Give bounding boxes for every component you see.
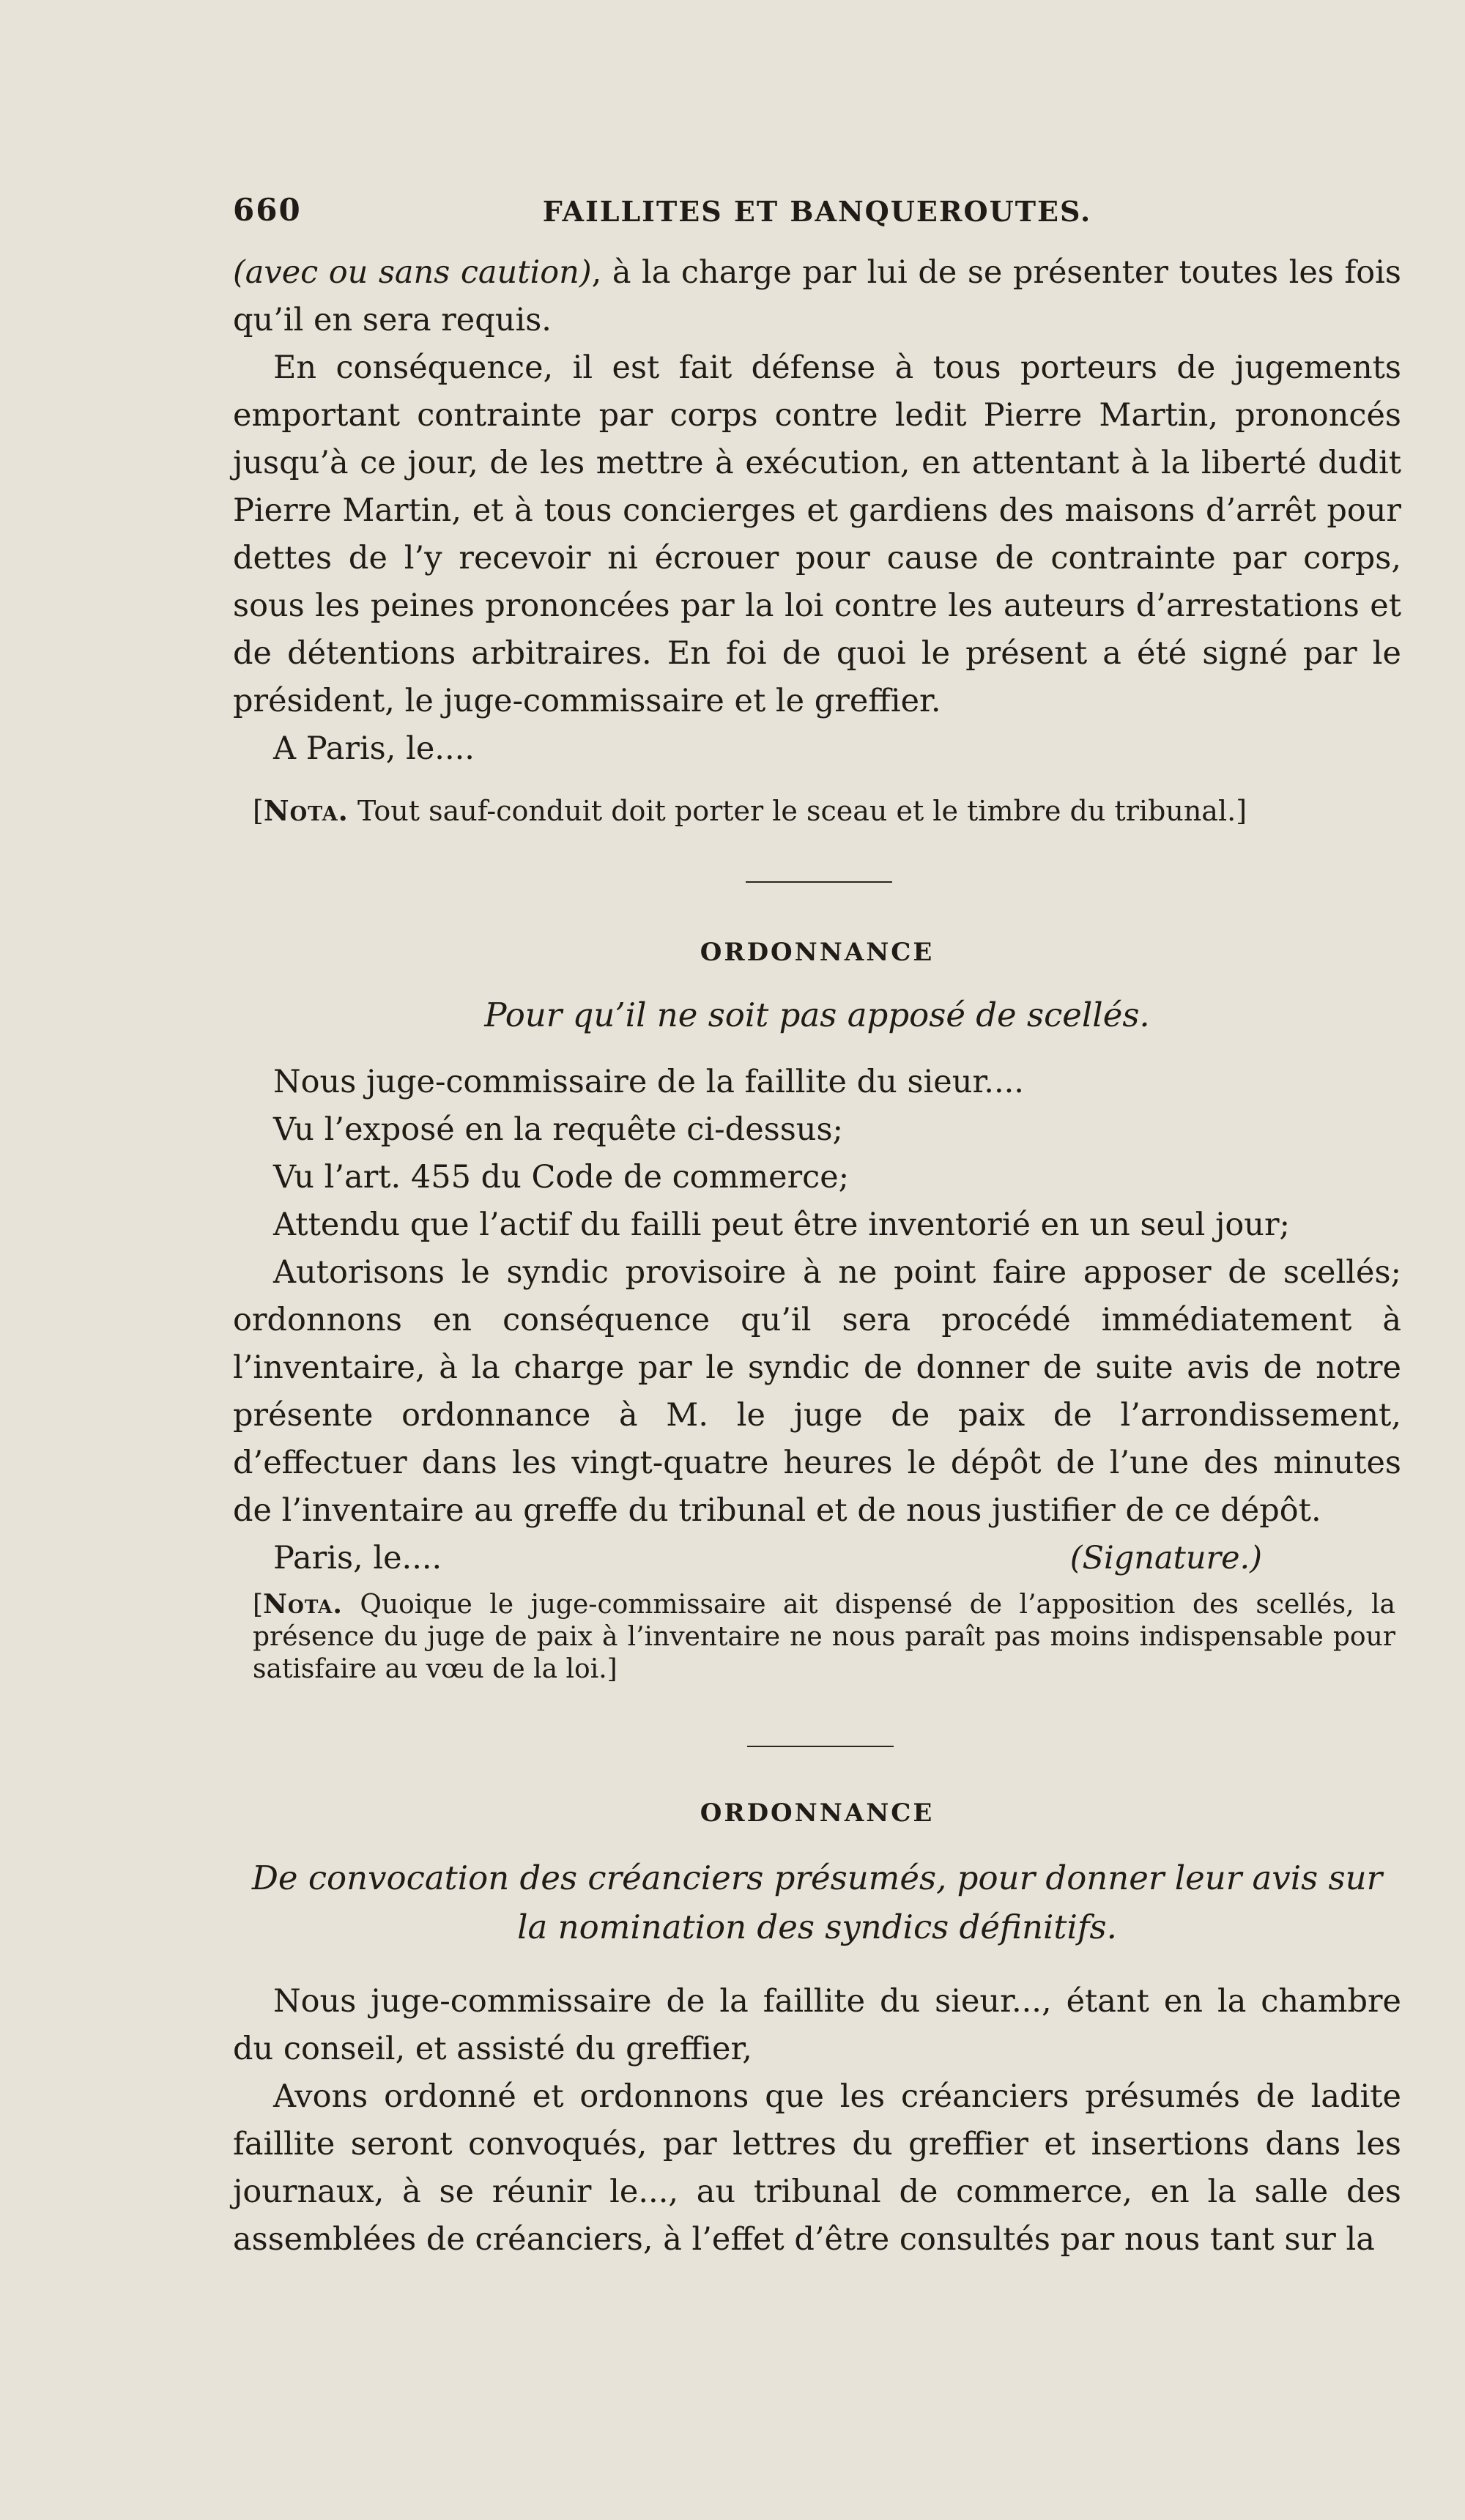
nota-text: Tout sauf-conduit doit porter le sceau et le timbre du tribunal. [357,795,1236,827]
paragraph-avons-ordonne: Avons ordonné et ordonnons que les créanciers présumés de ladite faillite seront convoqués, par lettres du greffier et insertions dans les journaux, à se réunir le..., au tribunal de commerce, en la salle des assemblées de créanciers, à l’effet d’être consultés par nous tant sur la [233,2078,1401,2258]
separator-rule [746,881,892,883]
section-subtitle: Pour qu’il ne soit pas apposé de scellés. [484,996,1150,1034]
separator-rule [747,1746,894,1747]
section-heading: ORDONNANCE [700,938,935,967]
section-subtitle-line1: De convocation des créanciers présumés, pour donner leur avis sur [251,1858,1383,1897]
section-heading: ORDONNANCE [700,1798,935,1828]
paragraph-continuation [233,249,1401,344]
nota-label: Nota. [263,794,349,827]
line-vu-expose: Vu l’exposé en la requête ci-dessus; [273,1111,844,1148]
nota-juge-de-paix: [Nota. Quoique le juge-commissaire ait dispensé de l’apposition des scellés, la présence du juge de paix à l’inventaire ne nous paraît pas moins indispensable pour satisfaire au vœu de la loi.] [253,1589,1395,1684]
paragraph-nous-juge: Nous juge-commissaire de la faillite du sieur..., étant en la chambre du conseil, et assisté du greffier, [233,1983,1401,2067]
ordinance-scelles-body [233,1059,1401,1582]
running-header [233,192,1401,236]
signature: (Signature.) [1069,1540,1262,1576]
italic-phrase: (avec ou sans caution) [233,254,592,291]
line-vu-article: Vu l’art. 455 du Code de commerce; [273,1159,850,1196]
page-number: 660 [233,192,302,228]
ordinance-convocation-body [233,1978,1401,2264]
nota-text: Quoique le juge-commissaire ait dispensé de l’apposition des scellés, la présence du juge de paix à l’inventaire ne nous paraît pas moins indispensable pour satisfaire au vœu de la loi. [253,1590,1395,1684]
date-signature-row [233,1535,1401,1582]
running-title: FAILLITES ET BANQUEROUTES. [542,195,1092,228]
paragraph-autorisons: Autorisons le syndic provisoire à ne point faire apposer de scellés; ordonnons en conséquence qu’il sera procédé immédiatement à l’inventaire, à la charge par le syndic de donner de suite avis de notre présente ordonnance à M. le juge de paix de l’arrondissement, d’effectuer dans les vingt-quatre heures le dépôt de l’une des minutes de l’inventaire au greffe du tribunal et de nous justifier de ce dépôt. [233,1254,1401,1529]
nota-label: Nota. [263,1589,343,1620]
paragraph-consequence: En conséquence, il est fait défense à tous porteurs de jugements emportant contrainte par corps contre ledit Pierre Martin, prononcés jusqu’à ce jour, de les mettre à exécution, en attentant à la liberté dudit Pierre Martin, et à tous concierges et gardiens des maisons d’arrêt pour dettes de l’y recevoir ni écrouer pour cause de contrainte par corps, sous les peines prononcées par la loi contre les auteurs d’arrestations et de détentions arbitraires. En foi de quoi le présent a été signé par le président, le juge-commissaire et le greffier. [233,349,1401,719]
top-text [233,249,1401,773]
paragraph-continuation-text: , à la charge par lui de se présenter toutes les fois qu’il en sera requis. [233,254,1401,338]
line-juge-commissaire: Nous juge-commissaire de la faillite du sieur.... [273,1064,1024,1100]
place-date: Paris, le.... [273,1540,442,1576]
nota-sauf-conduit: [Nota. Tout sauf-conduit doit porter le sceau et le timbre du tribunal.] [253,794,1247,827]
place-date: A Paris, le.... [273,730,475,767]
line-attendu: Attendu que l’actif du failli peut être inventorié en un seul jour; [273,1207,1291,1243]
section-subtitle-line2: la nomination des syndics définitifs. [517,1908,1117,1946]
